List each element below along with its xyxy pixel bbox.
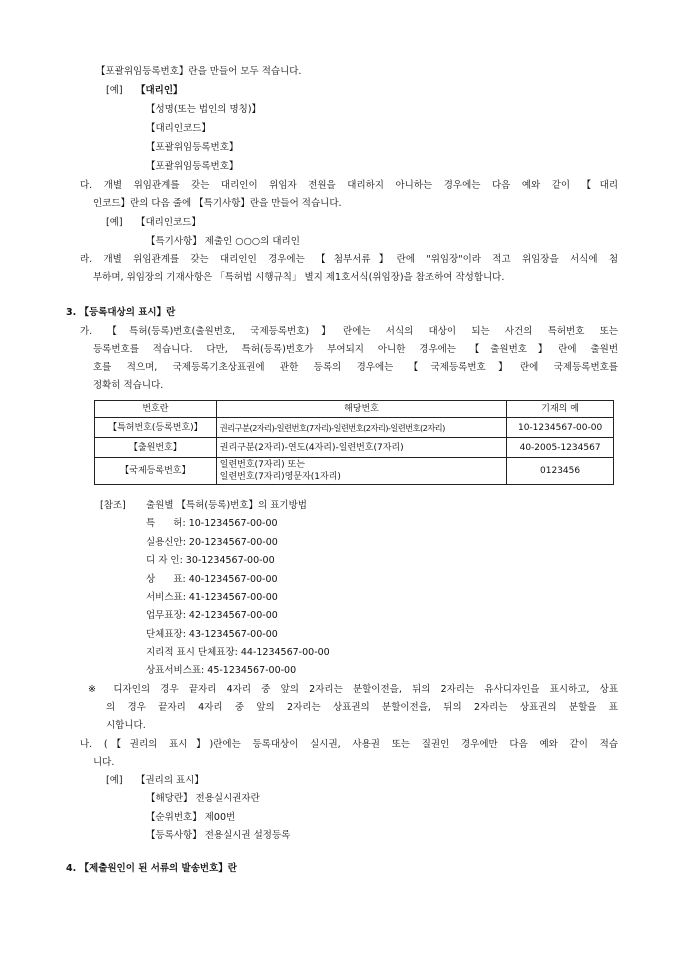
example-item: 【대리인코드】: [136, 217, 201, 228]
table-cell: 【국제등록번호】: [95, 458, 217, 485]
example-item: 【순위번호】 제00번: [146, 812, 236, 823]
table-cell: 【출원번호】: [95, 438, 217, 458]
table-header-cell: 해당번호: [216, 401, 506, 418]
note-line: 시합니다.: [106, 720, 146, 731]
reference-item: 실용신안: 20-1234567-00-00: [146, 537, 278, 548]
example-heading: 【대리인】: [136, 85, 183, 96]
reference-item: 상표서비스표: 45-1234567-00-00: [146, 665, 297, 676]
example-item: 【대리인코드】: [146, 123, 211, 134]
item-na-line: 나. (【권리의 표시】)란에는 등록대상이 실시권, 사용권 또는 질권인 경우에만 다음 예와 같이 적습: [80, 739, 618, 750]
reference-item: 단체표장: 43-1234567-00-00: [146, 629, 278, 640]
example-heading: 【권리의 표시】: [136, 775, 204, 786]
reference-item: 서비스표: 41-1234567-00-00: [146, 592, 278, 603]
item-da-line: 다. 개별 위임관계를 갖는 대리인이 위임자 전원을 대리하지 아니하는 경우에는 다음 예와 같이 【대리: [80, 180, 618, 191]
example-label: [예]: [106, 775, 123, 786]
table-header-cell: 번호란: [95, 401, 217, 418]
section-paragraph-line: 호를 적으며, 국제등록기초상표권에 관한 등록의 경우에는 【국제등록번호】란에 국제등록번호를: [93, 362, 618, 373]
reference-item: 디 자 인: 30-1234567-00-00: [146, 555, 275, 566]
example-item: 【등록사항】 전용실시권 설정등록: [146, 830, 291, 841]
section-heading: 4. 【제출원인이 된 서류의 발송번호】란: [66, 863, 237, 874]
table-cell: [216, 458, 506, 485]
example-item: 【포괄위임등록번호】: [146, 142, 239, 153]
example-item: 【특기사항】 제출인 ○○○의 대리인: [146, 236, 300, 247]
example-item: 【포괄위임등록번호】: [146, 161, 239, 172]
section-paragraph-line: 정확히 적습니다.: [93, 380, 164, 391]
reference-title: 출원별 【특허(등록)번호】의 표기방법: [146, 500, 307, 511]
example-label: [예]: [106, 217, 123, 228]
section-paragraph-line: 가. 【특허(등록)번호(출원번호, 국제등록번호)】란에는 서식의 대상이 되는 사건의 특허번호 또는: [80, 326, 618, 337]
reference-item: 업무표장: 42-1234567-00-00: [146, 610, 278, 621]
reference-label: [참조]: [100, 500, 126, 511]
table-cell: 40-2005-1234567: [507, 438, 614, 458]
table-header-row: [95, 401, 614, 418]
note-line: 의 경우 끝자리 4자리 중 앞의 2자리는 상표권의 분할이전을, 뒤의 2자리는 상표권의 분할을 표: [106, 702, 618, 713]
table-cell-line: 일련번호(7자리) 또는: [219, 460, 305, 470]
number-format-table: [94, 400, 614, 485]
table-row: [95, 418, 614, 438]
item-ra-line: 라. 개별 위임관계를 갖는 대리인인 경우에는 【첨부서류】란에 "위임장"이라 적고 위임장을 서식에 첨: [80, 254, 618, 265]
example-item: 【성명(또는 법인의 명칭)】: [146, 104, 262, 115]
note-line: ※ 디자인의 경우 끝자리 4자리 중 앞의 2자리는 분할이전을, 뒤의 2자리는 유사디자인을 표시하고, 상표: [88, 684, 618, 695]
table-header-cell: 기재의 예: [507, 401, 614, 418]
table-cell: 권리구분(2자리)-일련번호(7자리)-일련번호(2자리)-일련번호(2자리): [216, 418, 506, 438]
table-cell: 10-1234567-00-00: [507, 418, 614, 438]
table-cell: 【특허번호(등록번호)】: [95, 418, 217, 438]
item-na-line: 니다.: [93, 757, 115, 768]
section-heading: 3. 【등록대상의 표시】란: [66, 307, 176, 318]
table-row: [95, 458, 614, 485]
section-paragraph-line: 등록번호를 적습니다. 다만, 특허(등록)번호가 부여되지 아니한 경우에는 【출원번호】란에 출원번: [93, 344, 618, 355]
reference-item: 특 허: 10-1234567-00-00: [146, 518, 278, 529]
example-label: [예]: [106, 85, 123, 96]
table-cell: 0123456: [507, 458, 614, 485]
intro-line: 【포괄위임등록번호】란을 만들어 모두 적습니다.: [96, 66, 302, 77]
reference-item: 지리적 표시 단체표장: 44-1234567-00-00: [146, 647, 330, 658]
table-cell: 권리구분(2자리)-연도(4자리)-일련번호(7자리): [216, 438, 506, 458]
table-cell-line: 일련번호(7자리)영문자(1자리): [219, 472, 341, 482]
item-ra-line: 부하며, 위임장의 기재사항은 「특허법 시행규칙」 별지 제1호서식(위임장)을 참조하여 작성합니다.: [93, 272, 505, 283]
reference-item: 상 표: 40-1234567-00-00: [146, 574, 278, 585]
item-da-line: 인코드】란의 다음 줄에 【특기사항】란을 만들어 적습니다.: [93, 198, 342, 209]
table-row: [95, 438, 614, 458]
example-item: 【해당란】 전용실시권자란: [146, 793, 260, 804]
